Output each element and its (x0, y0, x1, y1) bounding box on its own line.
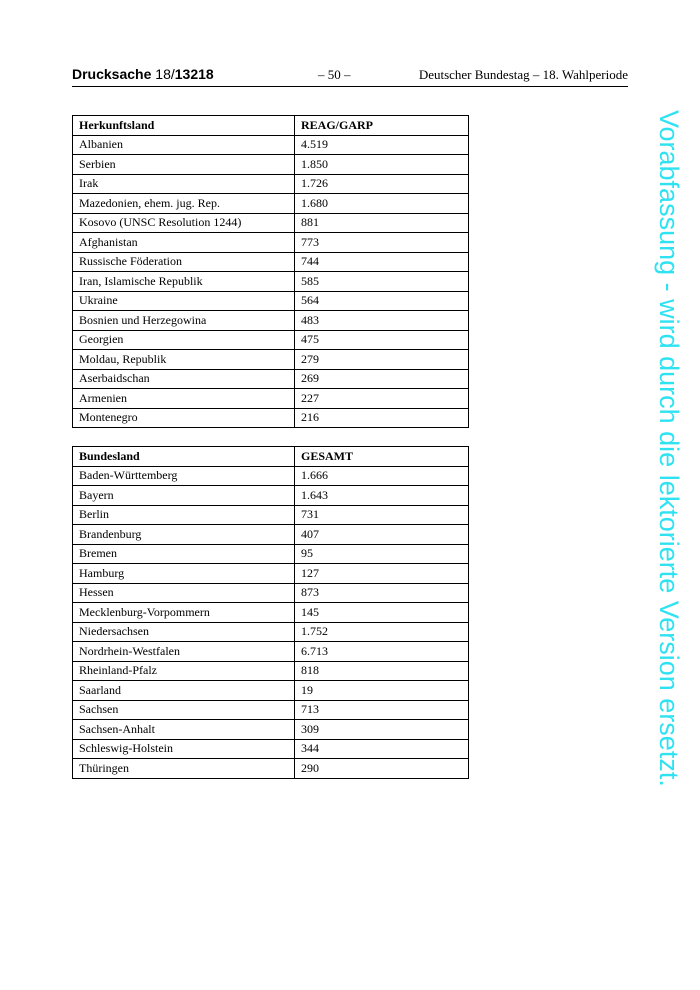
column-header: GESAMT (295, 447, 469, 467)
row-label-cell: Bremen (73, 544, 295, 564)
table-row (73, 700, 469, 720)
row-value-cell: 1.726 (295, 174, 469, 194)
table-row (73, 466, 469, 486)
table-row (73, 350, 469, 370)
table-body (73, 466, 469, 778)
row-label-cell: Sachsen-Anhalt (73, 720, 295, 740)
table-row (73, 681, 469, 701)
row-value-cell: 145 (295, 603, 469, 623)
row-value-cell: 4.519 (295, 135, 469, 155)
table-row (73, 194, 469, 214)
row-value-cell: 6.713 (295, 642, 469, 662)
row-label-cell: Aserbaidschan (73, 369, 295, 389)
row-value-cell: 585 (295, 272, 469, 292)
table-header-row (73, 447, 469, 467)
table-row (73, 389, 469, 409)
row-value-cell: 19 (295, 681, 469, 701)
row-label-cell: Afghanistan (73, 233, 295, 253)
row-value-cell: 279 (295, 350, 469, 370)
doc-number-period: 18/ (155, 66, 175, 82)
row-value-cell: 475 (295, 330, 469, 350)
column-header: Bundesland (73, 447, 295, 467)
row-label-cell: Saarland (73, 681, 295, 701)
row-label-cell: Mecklenburg-Vorpommern (73, 603, 295, 623)
row-label-cell: Bosnien und Herzegowina (73, 311, 295, 331)
row-value-cell: 873 (295, 583, 469, 603)
row-value-cell: 483 (295, 311, 469, 331)
row-value-cell: 818 (295, 661, 469, 681)
row-label-cell: Brandenburg (73, 525, 295, 545)
column-header: REAG/GARP (295, 116, 469, 136)
table-row (73, 311, 469, 331)
table-row (73, 603, 469, 623)
row-value-cell: 269 (295, 369, 469, 389)
column-header: Herkunftsland (73, 116, 295, 136)
row-value-cell: 1.666 (295, 466, 469, 486)
row-label-cell: Albanien (73, 135, 295, 155)
row-value-cell: 1.752 (295, 622, 469, 642)
row-label-cell: Bayern (73, 486, 295, 506)
table-row (73, 155, 469, 175)
table-row (73, 174, 469, 194)
table-row (73, 486, 469, 506)
row-label-cell: Niedersachsen (73, 622, 295, 642)
row-label-cell: Irak (73, 174, 295, 194)
bundesland-table (72, 446, 469, 779)
row-label-cell: Baden-Württemberg (73, 466, 295, 486)
table-row (73, 252, 469, 272)
row-label-cell: Russische Föderation (73, 252, 295, 272)
row-value-cell: 713 (295, 700, 469, 720)
row-value-cell: 309 (295, 720, 469, 740)
row-label-cell: Thüringen (73, 759, 295, 779)
table-row (73, 525, 469, 545)
row-label-cell: Serbien (73, 155, 295, 175)
row-value-cell: 290 (295, 759, 469, 779)
row-label-cell: Sachsen (73, 700, 295, 720)
table-row (73, 369, 469, 389)
table-row (73, 213, 469, 233)
row-label-cell: Montenegro (73, 408, 295, 428)
row-value-cell: 773 (295, 233, 469, 253)
row-value-cell: 407 (295, 525, 469, 545)
table-row (73, 759, 469, 779)
doc-number-id: 13218 (174, 66, 214, 82)
row-value-cell: 881 (295, 213, 469, 233)
table-row (73, 505, 469, 525)
table-row (73, 330, 469, 350)
row-value-cell: 1.850 (295, 155, 469, 175)
page-header (72, 66, 628, 87)
row-label-cell: Georgien (73, 330, 295, 350)
row-value-cell: 564 (295, 291, 469, 311)
row-value-cell: 95 (295, 544, 469, 564)
table-row (73, 408, 469, 428)
table-row (73, 622, 469, 642)
doc-label: Drucksache (72, 66, 152, 82)
row-value-cell: 344 (295, 739, 469, 759)
row-value-cell: 216 (295, 408, 469, 428)
row-label-cell: Armenien (73, 389, 295, 409)
table-row (73, 739, 469, 759)
watermark-text: Vorabfassung - wird durch die lektorierte Version ersetzt. (654, 110, 684, 787)
table-row (73, 720, 469, 740)
row-value-cell: 227 (295, 389, 469, 409)
row-label-cell: Mazedonien, ehem. jug. Rep. (73, 194, 295, 214)
table-row (73, 642, 469, 662)
table-row (73, 661, 469, 681)
table-header-row (73, 116, 469, 136)
table-row (73, 544, 469, 564)
row-value-cell: 731 (295, 505, 469, 525)
table-body (73, 135, 469, 428)
row-label-cell: Berlin (73, 505, 295, 525)
row-value-cell: 1.680 (295, 194, 469, 214)
row-label-cell: Hamburg (73, 564, 295, 584)
document-number (72, 66, 214, 82)
page-number: – 50 – (318, 67, 351, 82)
row-label-cell: Nordrhein-Westfalen (73, 642, 295, 662)
row-value-cell: 744 (295, 252, 469, 272)
table-row (73, 564, 469, 584)
publisher: Deutscher Bundestag – 18. Wahlperiode (418, 67, 628, 82)
row-label-cell: Ukraine (73, 291, 295, 311)
row-label-cell: Hessen (73, 583, 295, 603)
herkunftsland-table (72, 115, 469, 428)
row-label-cell: Kosovo (UNSC Resolution 1244) (73, 213, 295, 233)
row-label-cell: Moldau, Republik (73, 350, 295, 370)
row-value-cell: 127 (295, 564, 469, 584)
table-row (73, 291, 469, 311)
row-label-cell: Iran, Islamische Republik (73, 272, 295, 292)
row-label-cell: Rheinland-Pfalz (73, 661, 295, 681)
table-row (73, 233, 469, 253)
table-row (73, 583, 469, 603)
row-value-cell: 1.643 (295, 486, 469, 506)
table-row (73, 135, 469, 155)
table-row (73, 272, 469, 292)
row-label-cell: Schleswig-Holstein (73, 739, 295, 759)
